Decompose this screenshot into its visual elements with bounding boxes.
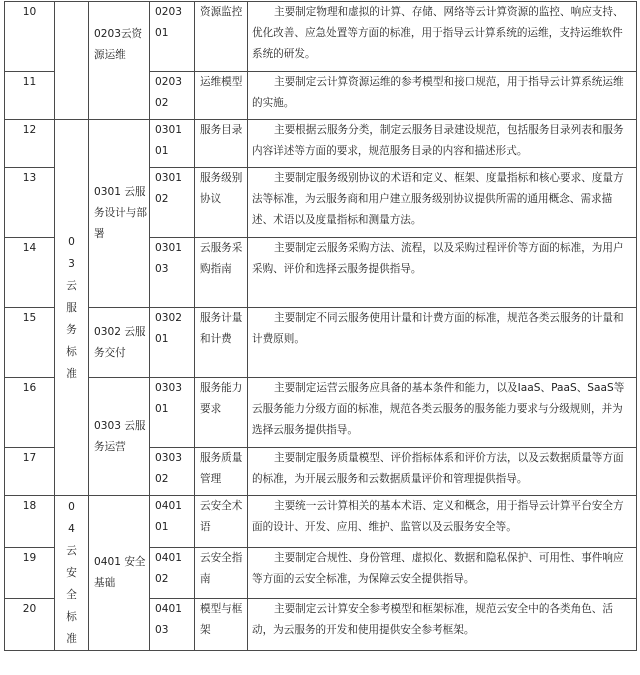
category-cell: 0 4 云 安 全 标 准 (55, 496, 89, 651)
table-row (5, 308, 637, 378)
row-number: 10 (5, 2, 55, 72)
standards-table (4, 1, 637, 651)
table-row (5, 120, 637, 168)
row-number: 11 (5, 72, 55, 120)
category-cell (55, 2, 89, 120)
name-cell: 服务质量管理 (195, 448, 248, 496)
code-cell: 0401 01 (150, 496, 195, 548)
row-number: 17 (5, 448, 55, 496)
table-row (5, 2, 637, 72)
category-cell: 0 3 云 服 务 标 准 (55, 120, 89, 496)
code-cell: 0301 02 (150, 168, 195, 238)
row-number: 13 (5, 168, 55, 238)
code-cell: 0303 02 (150, 448, 195, 496)
row-number: 14 (5, 238, 55, 308)
row-number: 16 (5, 378, 55, 448)
table-row (5, 378, 637, 448)
code-cell: 0301 03 (150, 238, 195, 308)
subcategory-cell: 0401 安全基础 (89, 496, 150, 651)
name-cell: 服务目录 (195, 120, 248, 168)
row-number: 19 (5, 547, 55, 599)
name-cell: 服务能力要求 (195, 378, 248, 448)
code-cell: 0401 03 (150, 599, 195, 651)
code-cell: 0303 01 (150, 378, 195, 448)
name-cell: 模型与框架 (195, 599, 248, 651)
description-cell: 主要制定服务级别协议的术语和定义、框架、度量指标和核心要求、度量方法等标准，为云服务商和用户建立服务级别协议提供所需的通用概念、需求描述、术语以及度量指标和测量方法。 (248, 168, 637, 238)
description-cell: 主要制定运营云服务应具备的基本条件和能力，以及IaaS、PaaS、SaaS等云服务能力分级方面的标准，规范各类云服务的服务能力要求与分级规则，并为选择云服务提供指导。 (248, 378, 637, 448)
name-cell: 资源监控 (195, 2, 248, 72)
description-cell: 主要制定服务质量模型、评价指标体系和评价方法，以及云数据质量等方面的标准，为开展云服务和云数据质量评价和管理提供指导。 (248, 448, 637, 496)
description-cell: 主要根据云服务分类，制定云服务目录建设规范，包括服务目录列表和服务内容详述等方面的要求，规范服务目录的内容和描述形式。 (248, 120, 637, 168)
description-cell: 主要制定云服务采购方法、流程，以及采购过程评价等方面的标准，为用户采购、评价和选择云服务提供指导。 (248, 238, 637, 308)
subcategory-cell: 0302 云服务交付 (89, 308, 150, 378)
code-cell: 0301 01 (150, 120, 195, 168)
name-cell: 服务计量和计费 (195, 308, 248, 378)
description-cell: 主要制定合规性、身份管理、虚拟化、数据和隐私保护、可用性、事件响应等方面的云安全标准，为保障云安全提供指导。 (248, 547, 637, 599)
row-number: 18 (5, 496, 55, 548)
subcategory-cell: 0303 云服务运营 (89, 378, 150, 496)
name-cell: 云安全指南 (195, 547, 248, 599)
name-cell: 云安全术语 (195, 496, 248, 548)
subcategory-cell: 0301 云服务设计与部署 (89, 120, 150, 308)
table-row (5, 496, 637, 548)
name-cell: 云服务采购指南 (195, 238, 248, 308)
code-cell: 0302 01 (150, 308, 195, 378)
description-cell: 主要制定云计算安全参考模型和框架标准，规范云安全中的各类角色、活动，为云服务的开发和使用提供安全参考框架。 (248, 599, 637, 651)
code-cell: 0401 02 (150, 547, 195, 599)
subcategory-cell: 0203云资源运维 (89, 2, 150, 120)
code-cell: 0203 01 (150, 2, 195, 72)
name-cell: 服务级别协议 (195, 168, 248, 238)
description-cell: 主要统一云计算相关的基本术语、定义和概念，用于指导云计算平台安全方面的设计、开发、应用、维护、监管以及云服务安全等。 (248, 496, 637, 548)
description-cell: 主要制定云计算资源运维的参考模型和接口规范，用于指导云计算系统运维的实施。 (248, 72, 637, 120)
description-cell: 主要制定不同云服务使用计量和计费方面的标准，规范各类云服务的计量和计费原则。 (248, 308, 637, 378)
name-cell: 运维模型 (195, 72, 248, 120)
row-number: 20 (5, 599, 55, 651)
description-cell: 主要制定物理和虚拟的计算、存储、网络等云计算资源的监控、响应支持、优化改善、应急处置等方面的标准，用于指导云计算系统的运维，支持运维软件系统的研发。 (248, 2, 637, 72)
row-number: 12 (5, 120, 55, 168)
row-number: 15 (5, 308, 55, 378)
code-cell: 0203 02 (150, 72, 195, 120)
